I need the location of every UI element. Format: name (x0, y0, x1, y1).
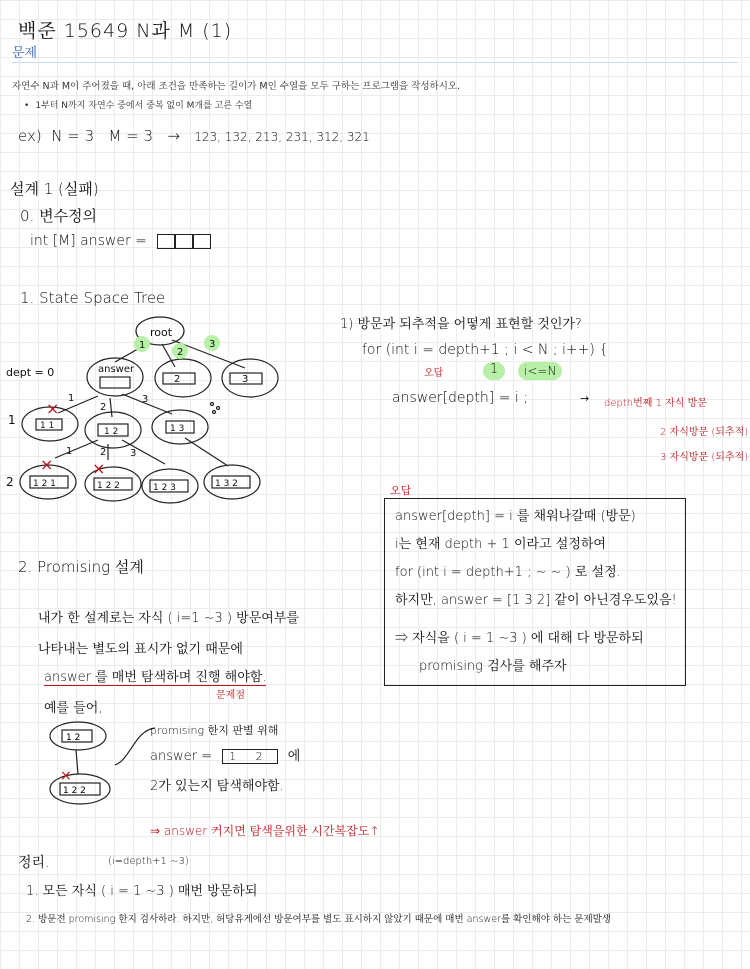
node-3: 3 (242, 374, 249, 385)
tree-answer-label: answer (98, 364, 135, 375)
note-third-child: 3 자식방문 (되추적) (660, 452, 749, 463)
promising-line-2: 나타내는 별도의 표시가 없기 때문에 (38, 642, 243, 657)
node-1-1: 1 1 (40, 421, 55, 431)
wrong-box-label: 오답 (390, 484, 412, 497)
child-edge-label-2: 2 (100, 402, 107, 413)
prune-x-mark: × (60, 768, 72, 784)
tab-problem[interactable]: 문제 (12, 46, 38, 61)
wrong-answer-box (384, 498, 686, 686)
note-first-child: depth번째 1 자식 방문 (604, 398, 707, 409)
page-title: 백준 15649 N과 M (1) (18, 20, 233, 42)
state-space-tree-diagram (0, 310, 300, 520)
promising-line-3: answer 를 매번 탐색하며 진행 해야함. (44, 666, 266, 686)
edge-label-3: 3 (209, 339, 216, 350)
node-1-2-3: 1 2 3 (153, 483, 176, 493)
grand-edge-label-1: 1 (66, 446, 73, 457)
node-1-2-1: 1 2 1 (33, 479, 56, 489)
arrow-icon: → (580, 392, 590, 405)
wrong-line-5: ⇒ 자식을 ( i = 1 ~3 ) 에 대해 다 방문하되 (395, 631, 644, 646)
step-state-space-tree: 1. State Space Tree (20, 289, 166, 307)
example-label: ex) (18, 127, 42, 145)
node-1-3-2: 1 3 2 (215, 479, 238, 489)
problem-description: 자연수 N과 M이 주어졌을 때, 아래 조건을 만족하는 길이가 M인 수열을 모두 구하는 프로그램을 작성하시오. (12, 81, 461, 92)
wrong-label-small: 오답 (424, 368, 444, 379)
variable-declaration (30, 233, 211, 249)
problem-condition: • 1부터 N까지 자연수 중에서 중복 없이 M개를 고른 수열 (24, 98, 252, 111)
example-n: N = 3 (51, 127, 95, 145)
wrong-line-2: i는 현재 depth + 1 이라고 설정하여 (395, 537, 606, 552)
depth-2-label: 2 (6, 475, 14, 489)
promising-side-1: promising 한지 판별 위해 (150, 724, 279, 737)
promising-example-intro: 예를 들어, (44, 701, 103, 716)
for-loop-text: for (int i = depth+1 ; i < N ; i++) { (362, 342, 609, 358)
depth-1-label: 1 (8, 413, 16, 427)
promising-conclusion (150, 822, 379, 839)
wrong-line-6: promising 검사를 해주자 (419, 659, 567, 674)
depth-label: dept = 0 (6, 366, 55, 379)
problem-point-label: 문제점 (216, 690, 245, 701)
note-second-child: 2 자식방문 (되추적) (660, 427, 749, 438)
summary-item-1: 1. 모든 자식 ( i = 1 ~3 ) 매번 방문하되 (26, 884, 258, 899)
example-result: 123, 132, 213, 231, 312, 321 (194, 130, 370, 144)
promising-side-2-suffix: 에 (287, 749, 301, 764)
promising-conclusion-text: ⇒ answer 커지면 탐색을위한 시간복잡도↑ (150, 824, 380, 838)
wrong-line-4: 하지만, answer = [1 3 2] 같이 아닌경우도있음! (395, 593, 677, 608)
tree-root-label: root (150, 326, 173, 339)
prune-x-mark: × (40, 455, 54, 474)
example-node-top: 1 2 (66, 733, 81, 743)
fix-one-highlight: 1 (483, 362, 505, 380)
section-divider (12, 62, 738, 63)
child-edge-label-3: 3 (142, 394, 149, 405)
prune-x-mark: × (92, 459, 106, 478)
assign-code: answer[depth] = i ; (392, 390, 528, 406)
prune-x-mark: × (46, 399, 60, 418)
summary-title: 정리. (18, 855, 50, 871)
wrong-line-1: answer[depth] = i 를 채워나갈때 (방문) (395, 509, 636, 524)
example-line (18, 127, 370, 145)
edge-label-1: 1 (139, 340, 146, 351)
promising-side-2 (150, 745, 300, 764)
example-m: M = 3 (108, 127, 154, 145)
answer-array-boxes (157, 233, 211, 249)
example-node-bottom: 1 2 2 (63, 786, 86, 796)
child-edge-label-1: 1 (68, 393, 75, 404)
node-1-2-2: 1 2 2 (97, 481, 120, 491)
summary-item-2: 2. 방문전 promising 한지 검사하라. 하지만, 허당유게에선 방문여부를 별도 표시하지 않았기 때문에 매번 answer를 확인해야 하는 문제발생 (26, 914, 611, 925)
step-promising: 2. Promising 설계 (18, 558, 144, 576)
grand-edge-label-2: 2 (100, 447, 107, 458)
promising-side-3: 2가 있는지 탐색해야함. (150, 779, 284, 794)
arrow-icon: → (167, 127, 180, 145)
design-heading: 설계 1 (실패) (10, 180, 99, 198)
edge-label-2: 2 (177, 347, 184, 358)
fix-condition-highlight: i<=N (518, 362, 562, 380)
node-2: 2 (174, 374, 181, 385)
answer-inline-box: 1 2 (222, 749, 278, 764)
wrong-line-3: for (int i = depth+1 ; ~ ~ ) 로 설정. (395, 565, 621, 580)
node-1-3: 1 3 (170, 424, 185, 434)
promising-side-2-text: answer = (150, 749, 212, 764)
summary-note: (i=depth+1 ~3) (108, 856, 189, 867)
for-loop-code (362, 342, 608, 358)
node-1-2: 1 2 (104, 427, 119, 437)
variable-declaration-text: int [M] answer = (30, 233, 147, 249)
promising-line-1: 내가 한 설계로는 자식 ( i=1 ~3 ) 방문여부를 (38, 611, 299, 626)
grand-edge-label-3: 3 (130, 448, 137, 459)
step-variable-definition: 0. 변수정의 (20, 207, 98, 225)
question-1: 1) 방문과 되추적을 어떻게 표현할 것인가? (340, 317, 582, 332)
